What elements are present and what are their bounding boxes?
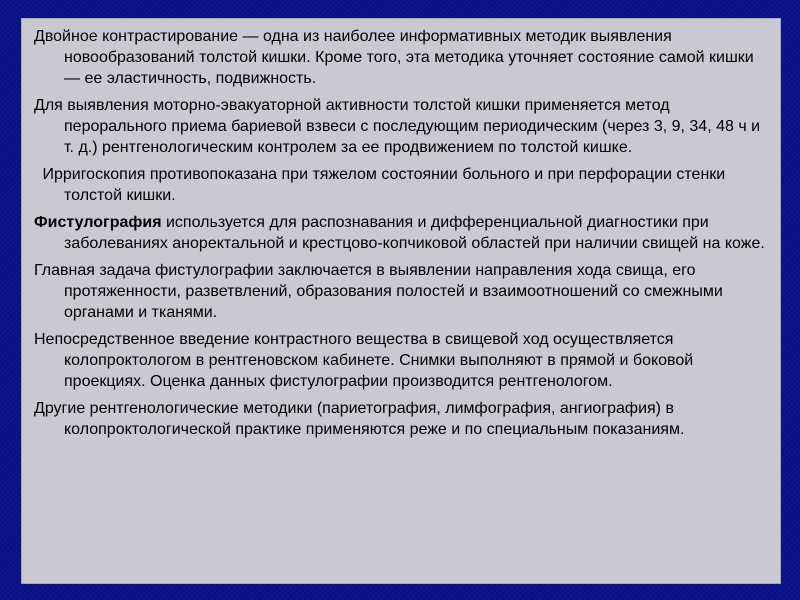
slide-text-body	[34, 26, 774, 446]
paragraph-double-contrast: Двойное контрастирование — одна из наиболее информативных методик выявления новообразований толстой кишки. Кроме того, эта методика уточняет состояние самой кишки — ее эластичность, подвижность.	[34, 28, 754, 87]
fistulography-description: используется для распознавания и дифференциальной диагностики при заболеваниях аноректальной и крестцово-копчиковой областей при наличии свищей на коже.	[64, 214, 765, 252]
paragraph-other-methods: Другие рентгенологические методики (париетография, лимфография, ангиография) в колопроктологической практике применяются реже и по специальным показаниям.	[34, 400, 685, 438]
paragraph-main-task: Главная задача фистулографии заключается в выявлении направления хода свища, его протяженности, разветвлений, образования полостей и взаимоотношений со смежными органами и тканями.	[34, 262, 723, 321]
paragraph-irrigoscopy-text: Ирригоскопия противопоказана при тяжелом состоянии больного и при перфорации стенки толстой кишки.	[42, 166, 726, 204]
paragraph-fistulography	[34, 212, 774, 254]
paragraph-irrigoscopy	[34, 164, 774, 206]
paragraph-motor-activity: Для выявления моторно-эвакуаторной активности толстой кишки применяется метод перорального приема бариевой взвеси с последующим периодическим (через 3, 9, 34, 48 ч и т. д.) рентгенологическим контролем за ее продвижением по толстой кишке.	[34, 97, 761, 156]
fistulography-term: Фистулография	[34, 214, 162, 231]
paragraph-contrast-injection: Непосредственное введение контрастного вещества в свищевой ход осуществляется колопроктологом в рентгеновском кабинете. Снимки выполняют в прямой и боковой проекциях. Оценка данных фистулографии производится рентгенологом.	[34, 331, 694, 390]
